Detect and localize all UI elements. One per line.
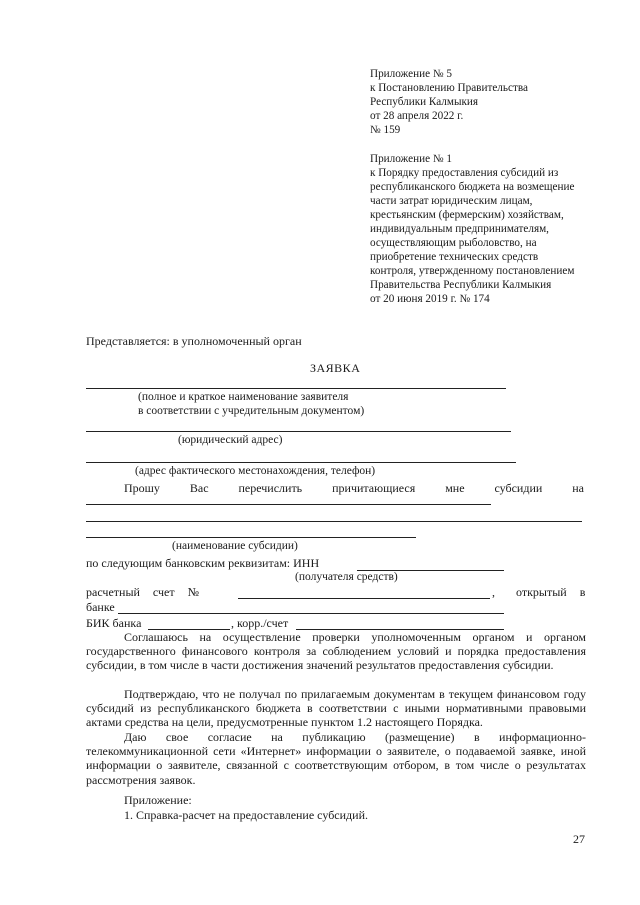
- appendix5-line: от 28 апреля 2022 г.: [370, 110, 464, 122]
- request-word: перечислить: [238, 481, 303, 495]
- account-label: расчетный счет №: [86, 585, 200, 599]
- applicant-name-line: [86, 388, 506, 389]
- consent-check-paragraph: Соглашаюсь на осуществление проверки уполномоченным органом и органом государственного финансового контроля за соблюдением условий и порядка предоставления субсидии, в том числе в части достижения значений результатов предоставления субсидии.: [86, 630, 586, 673]
- legal-address-line: [86, 431, 511, 432]
- appendix1-line: Правительства Республики Калмыкия: [370, 279, 552, 291]
- request-word: причитающиеся: [332, 481, 416, 495]
- appendix5-line: Республики Калмыкия: [370, 96, 479, 108]
- appendix5-line: к Постановлению Правительства: [370, 82, 528, 94]
- caption-actual-address: (адрес фактического местонахождения, телефон): [135, 465, 376, 477]
- actual-address-line: [86, 462, 516, 463]
- appendix1-line: части затрат юридическим лицам,: [370, 195, 533, 207]
- bank-details-label: по следующим банковским реквизитам: ИНН: [86, 556, 320, 570]
- appendix1-line: от 20 июня 2019 г. № 174: [370, 293, 490, 305]
- appendix1-line: контроля, утвержденному постановлением: [370, 265, 575, 277]
- appendix1-line: Приложение № 1: [370, 153, 452, 165]
- opened-label: открытый в: [516, 585, 586, 599]
- publication-paragraph: Даю свое согласие на публикацию (размещение) в информационно-телекоммуникационной сети «Интернет» информации о заявителе, о подаваемой заявке, иной информации о заявителе, связанной с соответствующим отбором, в том числе о результатах рассмотрения заявок.: [86, 730, 586, 787]
- subsidy-line-2: [86, 521, 582, 522]
- bank-line: [118, 613, 504, 614]
- caption-legal-address: (юридический адрес): [178, 434, 283, 446]
- subsidy-line-3: [86, 537, 416, 538]
- appendix1-line: приобретение технических средств: [370, 251, 539, 263]
- request-word: на: [572, 481, 584, 495]
- request-word: мне: [445, 481, 465, 495]
- appendix1-line: крестьянским (фермерским) хозяйствам,: [370, 209, 564, 221]
- request-word: Прошу: [124, 481, 160, 495]
- attachment-label: Приложение:: [124, 793, 192, 807]
- caption-name-2: в соответствии с учредительным документом): [138, 405, 365, 417]
- appendix1-line: осуществляющим рыболовство, на: [370, 237, 537, 249]
- request-word: Вас: [189, 481, 209, 495]
- bik-label: БИК банка: [86, 616, 142, 630]
- submitted-to: Представляется: в уполномоченный орган: [86, 334, 302, 348]
- caption-name-1: (полное и краткое наименование заявителя: [138, 391, 349, 403]
- caption-subsidy-name: (наименование субсидии): [172, 540, 298, 552]
- appendix5-line: № 159: [370, 124, 401, 136]
- corr-label: , корр./счет: [231, 616, 289, 630]
- caption-recipient: (получателя средств): [295, 571, 398, 583]
- attachment-item: 1. Справка-расчет на предоставление субсидий.: [124, 808, 368, 822]
- appendix1-line: к Порядку предоставления субсидий из: [370, 167, 559, 179]
- account-line: [238, 598, 490, 599]
- page-number: 27: [573, 832, 585, 846]
- appendix5-line: Приложение № 5: [370, 68, 452, 80]
- confirm-paragraph: Подтверждаю, что не получал по прилагаемым документам в текущем финансовом году субсидий из республиканского бюджета в соответствии с иными нормативными правовыми актами средства на цели, предусмотренные пунктом 1.2 настоящего Порядка.: [86, 687, 586, 730]
- appendix1-line: индивидуальным предпринимателям,: [370, 223, 549, 235]
- appendix1-line: республиканского бюджета на возмещение: [370, 181, 575, 193]
- bank-label: банке: [86, 600, 115, 614]
- request-word: субсидии: [494, 481, 543, 495]
- subsidy-line-1: [86, 504, 491, 505]
- form-title: ЗАЯВКА: [310, 361, 361, 375]
- comma: ,: [492, 585, 495, 599]
- request-line: [124, 481, 584, 496]
